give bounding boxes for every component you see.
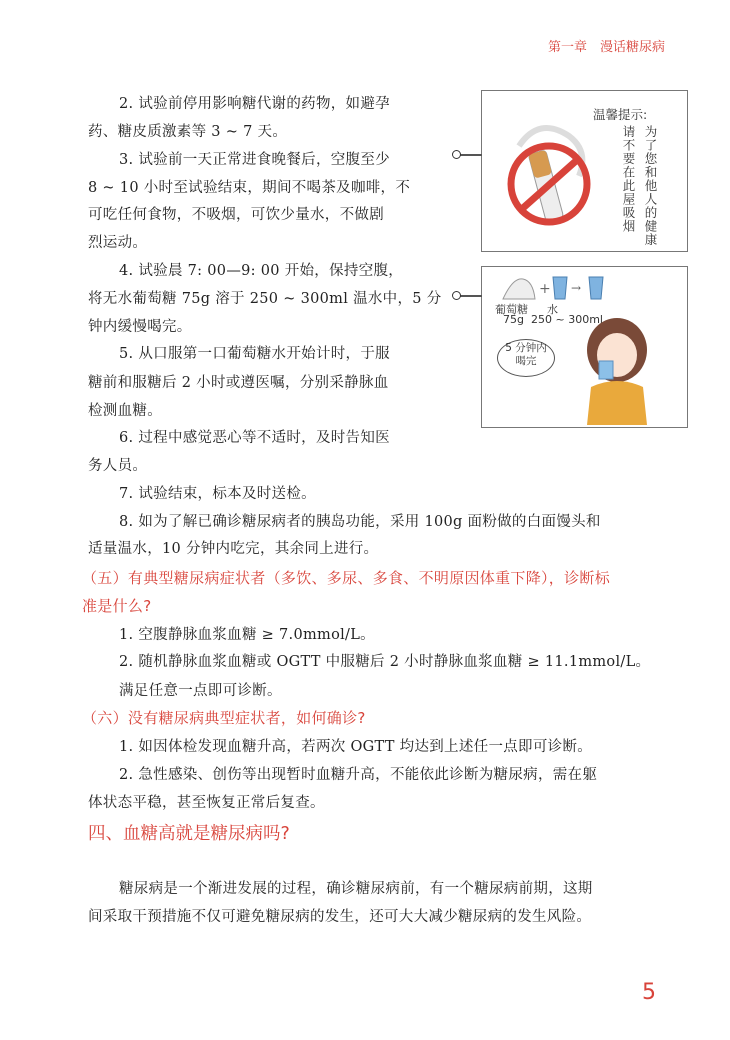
text-line: 务人员。 <box>88 458 148 474</box>
text-line: 3. 试验前一天正常进食晚餐后，空腹至少 <box>119 152 390 168</box>
sugar-amount: 75g <box>503 313 524 326</box>
glucose-water-diagram <box>501 273 611 303</box>
connector-dot <box>452 150 461 159</box>
bubble-text: 5 分钟内喝完 <box>505 342 547 367</box>
section-heading: 四、血糖高就是糖尿病吗? <box>88 824 290 844</box>
text-line: 间采取干预措施不仅可避免糖尿病的发生，还可大大减少糖尿病的发生风险。 <box>88 909 592 925</box>
svg-text:+: + <box>539 281 551 297</box>
no-smoking-icon <box>499 116 599 226</box>
glucose-drink-illustration <box>481 266 688 428</box>
sugar-label: 葡萄糖 <box>495 303 528 316</box>
text-line: 7. 试验结束，标本及时送检。 <box>119 486 316 502</box>
text-line: 烈运动。 <box>88 235 148 251</box>
text-line: 1. 空腹静脉血浆血糖 ≥ 7.0mmol/L。 <box>119 627 375 643</box>
text-line: 糖尿病是一个渐进发展的过程，确诊糖尿病前，有一个糖尿病前期，这期 <box>119 881 593 897</box>
text-line: 1. 如因体检发现血糖升高，若两次 OGTT 均达到上述任一点即可诊断。 <box>119 739 593 755</box>
page-number: 5 <box>642 980 656 1005</box>
speech-bubble <box>497 339 555 377</box>
text-line: 8. 如为了解已确诊糖尿病者的胰岛功能，采用 100g 面粉做的白面馒头和 <box>119 514 601 530</box>
girl-drinking-figure <box>577 315 657 425</box>
water-label: 水 <box>547 303 558 316</box>
text-line: 2. 随机静脉血浆血糖或 OGTT 中服糖后 2 小时静脉血浆血糖 ≥ 11.1mmol/L。 <box>119 654 651 670</box>
tip-column-1: 为了您和他人的健康 <box>643 125 658 247</box>
svg-text:→: → <box>571 281 582 295</box>
tip-heading: 温馨提示: <box>593 107 648 122</box>
text-line: 药、糖皮质激素等 3 ~ 7 天。 <box>88 124 288 140</box>
chapter-header: 第一章 漫话糖尿病 <box>548 40 666 55</box>
text-line: 满足任意一点即可诊断。 <box>119 683 282 699</box>
text-line: 检测血糖。 <box>88 403 162 419</box>
text-line: 2. 急性感染、创伤等出现暂时血糖升高，不能依此诊断为糖尿病，需在躯 <box>119 767 598 783</box>
water-amount: 250 ~ 300ml <box>531 313 603 326</box>
question-heading-line: （五）有典型糖尿病症状者（多饮、多尿、多食、不明原因体重下降），诊断标 <box>82 569 611 587</box>
text-line: 8 ~ 10 小时至试验结束，期间不喝茶及咖啡，不 <box>88 180 411 196</box>
no-smoking-illustration <box>481 90 688 252</box>
question-heading-line: 准是什么? <box>82 597 152 615</box>
text-line: 2. 试验前停用影响糖代谢的药物，如避孕 <box>119 96 390 112</box>
text-line: 适量温水，10 分钟内吃完，其余同上进行。 <box>88 541 379 557</box>
text-line: 糖前和服糖后 2 小时或遵医嘱，分别采静脉血 <box>88 375 389 391</box>
text-line: 体状态平稳，甚至恢复正常后复查。 <box>88 795 325 811</box>
text-line: 4. 试验晨 7: 00—9: 00 开始，保持空腹， <box>119 263 404 279</box>
text-line: 6. 过程中感觉恶心等不适时，及时告知医 <box>119 430 390 446</box>
text-line: 钟内缓慢喝完。 <box>88 319 192 335</box>
text-line: 将无水葡萄糖 75g 溶于 250 ~ 300ml 温水中，5 分 <box>88 291 442 307</box>
tip-column-2: 请不要在此屋吸烟 <box>621 125 636 233</box>
question-heading-line: （六）没有糖尿病典型症状者，如何确诊? <box>82 709 366 727</box>
connector-dot <box>452 291 461 300</box>
text-line: 可吃任何食物，不吸烟，可饮少量水，不做剧 <box>88 207 384 223</box>
text-line: 5. 从口服第一口葡萄糖水开始计时，于服 <box>119 346 390 362</box>
